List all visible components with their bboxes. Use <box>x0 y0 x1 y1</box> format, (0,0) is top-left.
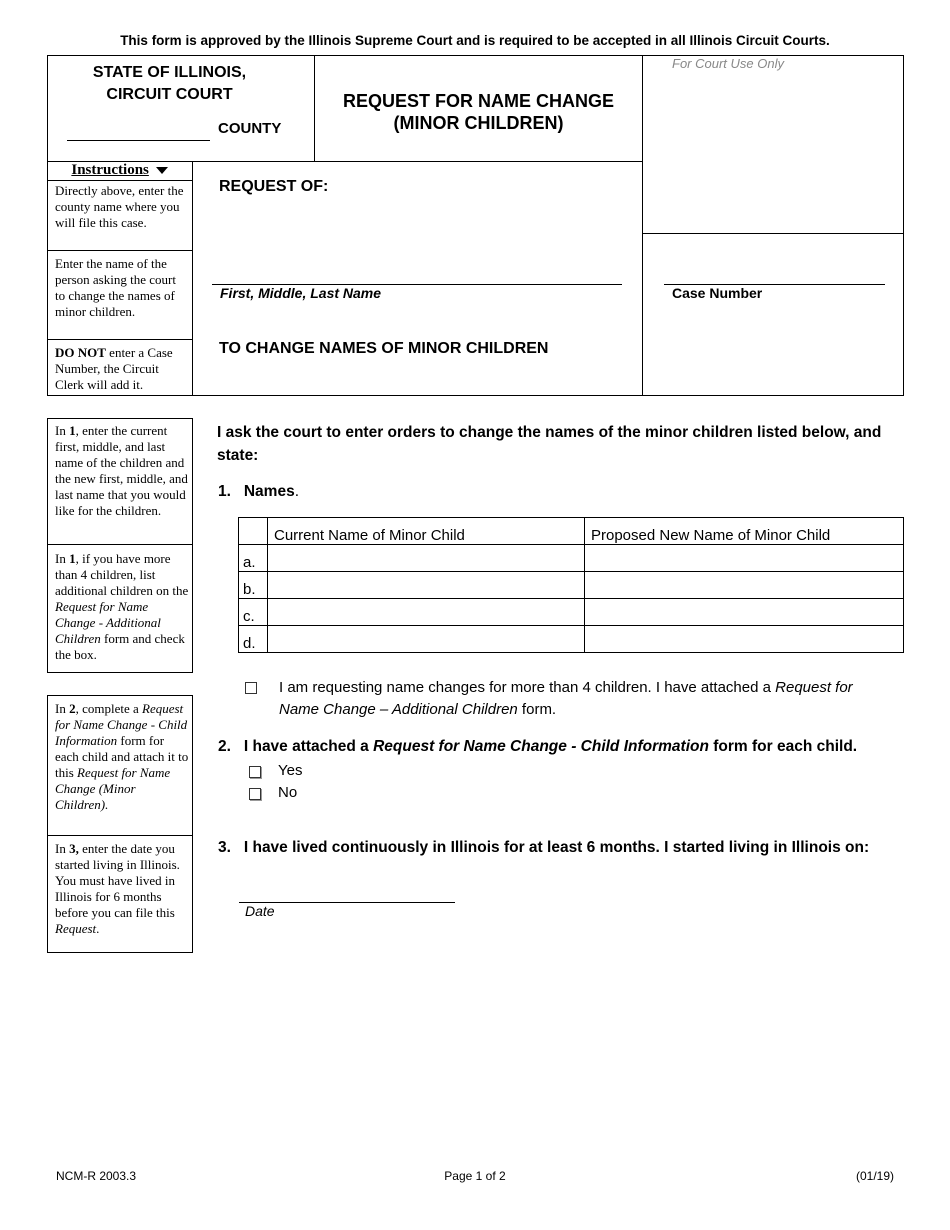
proposed-name-cell[interactable] <box>585 626 904 653</box>
column-header-current: Current Name of Minor Child <box>268 518 585 545</box>
section-1-heading: 1. Names. <box>218 483 300 500</box>
county-label: COUNTY <box>218 120 282 137</box>
column-header-proposed: Proposed New Name of Minor Child <box>585 518 904 545</box>
section-3-heading: 3. I have lived continuously in Illinois for at least 6 months. I started living in Illinois on: <box>218 839 870 856</box>
approval-notice: This form is approved by the Illinois Supreme Court and is required to be accepted in all Illinois Circuit Courts. <box>120 33 830 48</box>
date-label: Date <box>245 903 275 919</box>
purpose-label: TO CHANGE NAMES OF MINOR CHILDREN <box>219 340 549 357</box>
table-header-row <box>239 518 904 545</box>
county-input-line[interactable] <box>67 140 210 141</box>
case-number-label: Case Number <box>672 285 763 301</box>
note-more-children: In 1, if you have more than 4 children, list additional children on the Request for Name Change - Additional Children form and check the box. <box>55 551 189 662</box>
row-label: d. <box>239 626 268 653</box>
triangle-down-icon <box>156 167 168 174</box>
proposed-name-cell[interactable] <box>585 572 904 599</box>
current-name-cell[interactable] <box>268 545 585 572</box>
current-name-cell[interactable] <box>268 626 585 653</box>
note-child-information: In 2, complete a Request for Name Change - Child Information form for each child and attach it to this Request for Name Change (Minor Children). <box>55 701 189 812</box>
case-number-instruction: DO NOT enter a Case Number, the Circuit Clerk will add it. <box>55 345 173 392</box>
section-2-heading: 2. I have attached a Request for Name Change - Child Information form for each child. <box>218 738 858 755</box>
row-label: c. <box>239 599 268 626</box>
table-row <box>239 626 904 653</box>
note-names: In 1, enter the current first, middle, and last name of the children and the new first, middle, and last name that you would like for the children. <box>55 423 188 518</box>
form-id: NCM-R 2003.3 <box>56 1169 137 1183</box>
no-label: No <box>278 784 298 801</box>
row-label: b. <box>239 572 268 599</box>
intro-statement: I ask the court to enter orders to change the names of the minor children listed below, and state: <box>217 424 882 464</box>
state-heading: STATE OF ILLINOIS, CIRCUIT COURT <box>92 64 247 103</box>
proposed-name-cell[interactable] <box>585 545 904 572</box>
yes-checkbox[interactable] <box>249 766 261 778</box>
instructions-heading: Instructions <box>47 162 192 179</box>
current-name-cell[interactable] <box>268 599 585 626</box>
row-label: a. <box>239 545 268 572</box>
form-title: REQUEST FOR NAME CHANGE (MINOR CHILDREN) <box>342 91 614 133</box>
name-label: First, Middle, Last Name <box>220 285 382 301</box>
table-row <box>239 599 904 626</box>
no-checkbox[interactable] <box>249 788 261 800</box>
more-children-text: I am requesting name changes for more than 4 children. I have attached a Request for Name Change – Additional Children form. <box>279 679 853 718</box>
request-of-label: REQUEST OF: <box>219 178 329 195</box>
name-instruction: Enter the name of the person asking the court to change the names of minor children. <box>55 256 176 319</box>
table-row <box>239 572 904 599</box>
revision-date: (01/19) <box>855 1169 894 1183</box>
yes-label: Yes <box>278 762 303 779</box>
county-instruction: Directly above, enter the county name where you will file this case. <box>55 183 184 230</box>
names-table <box>238 517 904 653</box>
court-use-label: For Court Use Only <box>672 56 784 71</box>
more-children-checkbox[interactable] <box>245 682 257 694</box>
page-number: Page 1 of 2 <box>444 1169 506 1183</box>
table-row <box>239 545 904 572</box>
proposed-name-cell[interactable] <box>585 599 904 626</box>
note-date: In 3, enter the date you started living in Illinois. You must have lived in Illinois for 6 months before you can file this Request. <box>55 841 180 936</box>
current-name-cell[interactable] <box>268 572 585 599</box>
